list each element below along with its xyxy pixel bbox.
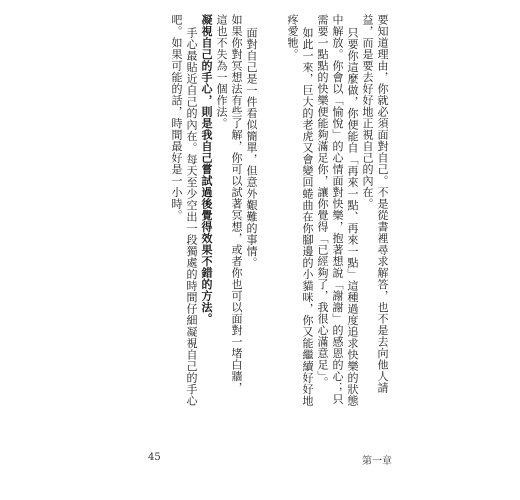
text-line-3: 只要你這麼做，你便能自「再來一點、再來一點」這種過度追求快樂的狀態 [346,27,359,407]
text-line-2: 益，而是要去好好地正視自己的內在。 [361,14,374,210]
text-line-8: 面對自己是一件看似簡單，但意外艱難的事情。 [245,27,258,269]
text-line-11-emphasis: 凝視自己的手心，則是我自己嘗試過後覺得效果不錯的方法。 [200,14,213,325]
text-line-6: 如此一來，巨大的老虎又會變回蜷曲在你腳邊的小貓咪，你又能繼續好好地 [301,27,314,407]
text-line-9: 如果你對冥想法有些了解，你可以試著冥想，或者你也可以面對一堵白牆， [230,14,243,394]
text-line-13: 吧。如果可能的話，時間最好是一小時。 [170,14,183,221]
chapter-running-head: 第一章 [362,456,392,467]
text-line-1: 要知道理由，你就必須面對自己。不是從書裡尋求解答，也不是去向他人請 [376,14,389,394]
page-number: 45 [148,452,161,463]
text-line-7: 疼愛牠。 [286,14,299,60]
text-line-4: 中解放。你會以「愉悅」的心情面對快樂，抱著想說「謝謝」的感恩的心；只 [331,14,344,405]
text-line-10: 這也不失為一個作法。 [215,14,228,129]
text-line-5: 需要一點點的快樂便能夠滿足你，讓你覺得「已經夠了，我很心滿意足」。 [316,14,329,388]
text-line-12: 手心最貼近自己的內在。每天至少空出一段獨處的時間仔細凝視自己的手心 [185,27,198,407]
